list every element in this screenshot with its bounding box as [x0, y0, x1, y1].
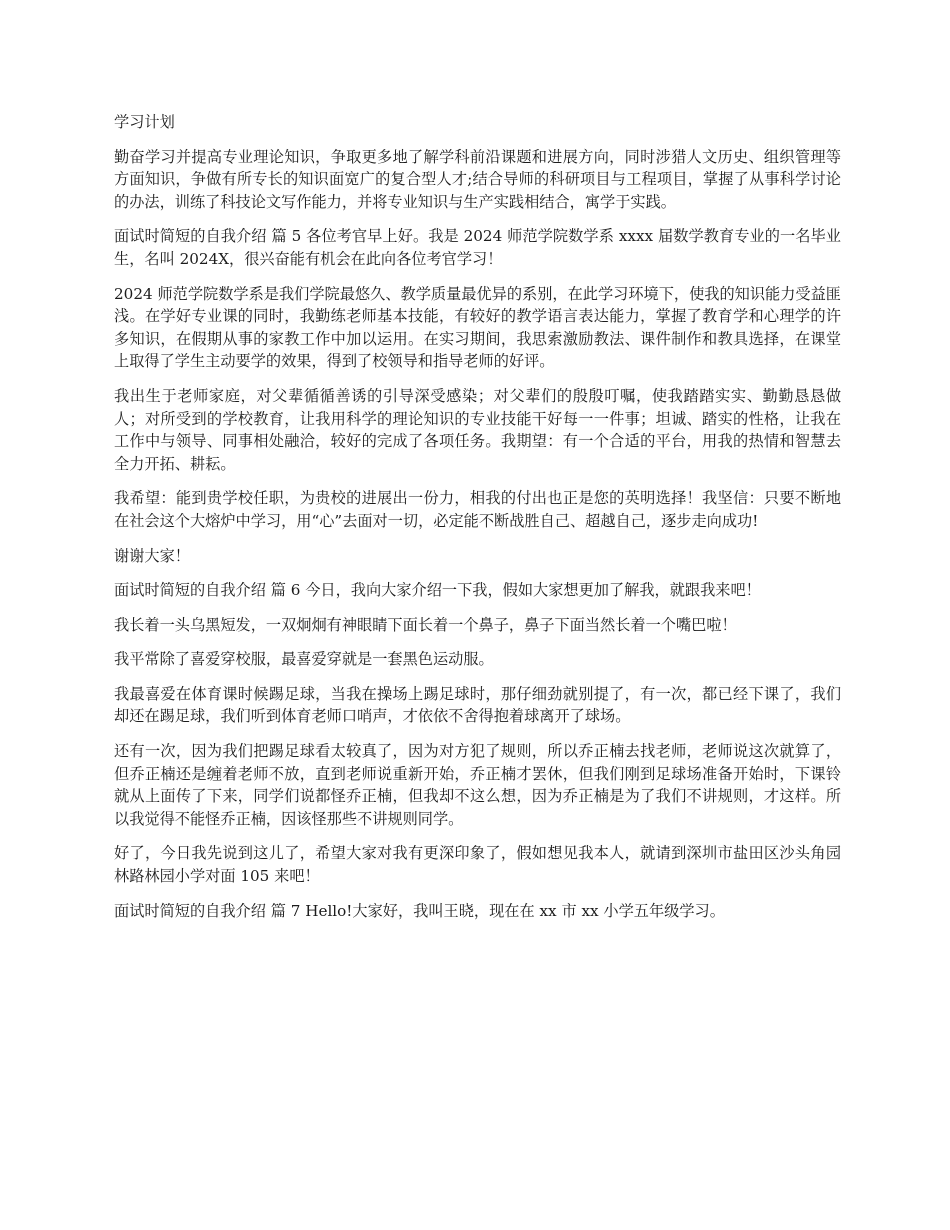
paragraph-intro-7: 面试时简短的自我介绍 篇 7 Hello!大家好，我叫王晓，现在在 xx 市 xx 小学五年级学习。 — [114, 901, 725, 920]
document-body — [114, 111, 841, 934]
paragraph-intro-5: 面试时简短的自我介绍 篇 5 各位考官早上好。我是 2024 师范学院数学系 xxxx 届数学教育专业的一名毕业生，名叫 2024X，很兴奋能有机会在此向各位考官学习！ — [114, 227, 841, 268]
document-title: 学习计划 — [114, 113, 175, 131]
paragraph-football: 我最喜爱在体育课时候踢足球，当我在操场上踢足球时，那仔细劲就别提了，有一次，都已经下课了，我们却还在踢足球，我们听到体育老师口哨声，才依依不舍得抱着球离开了球场。 — [114, 684, 841, 726]
paragraph-story: 还有一次，因为我们把踢足球看太较真了，因为对方犯了规则，所以乔正楠去找老师，老师说这次就算了，但乔正楠还是缠着老师不放，直到老师说重新开始，乔正楠才罢休，但我们刚到足球场准备开始时，下课铃就从上面传了下来，同学们说都怪乔正楠，但我却不这么想，因为乔正楠是为了我们不讲规则，才这样。所以我觉得不能怪乔正楠，因该怪那些不讲规则同学。 — [114, 742, 841, 828]
paragraph-intro-6: 面试时简短的自我介绍 篇 6 今日，我向大家介绍一下我，假如大家想更加了解我，就跟我来吧！ — [114, 581, 761, 600]
paragraph-appearance: 我长着一头乌黑短发，一双炯炯有神眼睛下面长着一个鼻子，鼻子下面当然长着一个嘴巴啦！ — [114, 615, 737, 634]
paragraph-hope: 我希望：能到贵学校任职，为贵校的进展出一份力，相我的付出也正是您的英明选择！我坚信：只要不断地在社会这个大熔炉中学习，用“心”去面对一切，必定能不断战胜自己、超越自己，逐步走向成功! — [114, 489, 841, 530]
paragraph-math-department: 2024 师范学院数学系是我们学院最悠久、教学质量最优异的系别，在此学习环境下，使我的知识能力受益匪浅。在学好专业课的同时，我勤练老师基本技能，有较好的教学语言表达能力，掌握了教育学和心理学的许多知识，在假期从事的家教工作中加以运用。在实习期间，我思索激励教法、课件制作和教具选择，在课堂上取得了学生主动要学的效果，得到了校领导和指导老师的好评。 — [114, 284, 841, 371]
paragraph-study-plan: 勤奋学习并提高专业理论知识，争取更多地了解学科前沿课题和进展方向，同时涉猎人文历史、组织管理等方面知识，争做有所专长的知识面宽广的复合型人才;结合导师的科研项目与工程项目，掌握了从事科学讨论的办法，训练了科技论文写作能力，并将专业知识与生产实践相结合，寓学于实践。 — [114, 147, 841, 211]
paragraph-closing: 好了，今日我先说到这儿了，希望大家对我有更深印象了，假如想见我本人，就请到深圳市盐田区沙头角园林路林园小学对面 105 来吧！ — [114, 844, 841, 886]
paragraph-thanks: 谢谢大家！ — [114, 546, 190, 565]
paragraph-clothes: 我平常除了喜爱穿校服，最喜爱穿就是一套黑色运动服。 — [114, 650, 494, 669]
paragraph-family-background: 我出生于老师家庭，对父辈循循善诱的引导深受感染；对父辈们的殷殷叮嘱，使我踏踏实实、勤勤恳恳做人；对所受到的学校教育，让我用科学的理论知识的专业技能干好每一一件事；坦诚、踏实的性格，让我在工作中与领导、同事相处融洽，较好的完成了各项任务。我期望：有一个合适的平台，用我的热情和智慧去全力开拓、耕耘。 — [114, 386, 841, 473]
